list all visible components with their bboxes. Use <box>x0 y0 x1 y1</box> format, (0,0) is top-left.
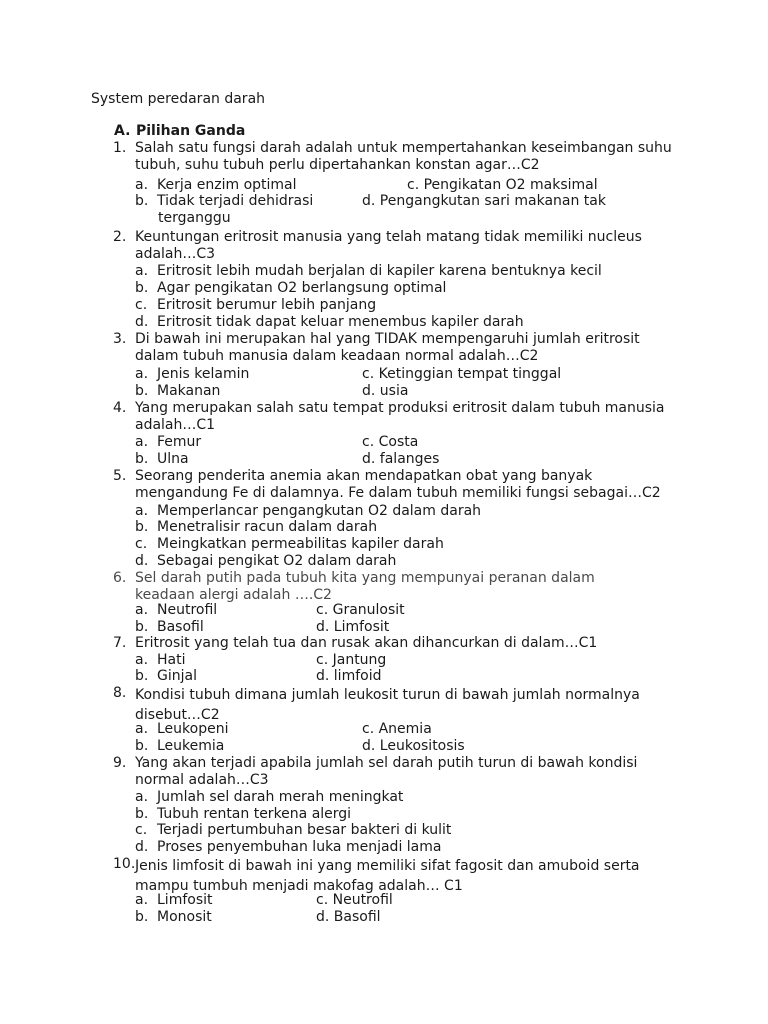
option-letter: c. <box>135 536 148 552</box>
option-text: Leukositosis <box>379 738 465 754</box>
option-c <box>316 602 405 619</box>
option-a <box>135 366 249 383</box>
question-number: 3. <box>113 331 127 347</box>
option-letter: a. <box>135 434 149 450</box>
option-letter: d. <box>316 619 330 635</box>
question-text-cont: normal adalah…C3 <box>135 772 269 788</box>
section-heading <box>114 123 245 139</box>
option-text: Memperlancar pengangkutan O2 dalam darah <box>157 503 482 519</box>
question-4 <box>113 400 673 434</box>
option-b <box>135 383 220 400</box>
option-a <box>135 602 217 619</box>
option-text: Jantung <box>332 652 387 668</box>
option-letter: a. <box>135 892 149 908</box>
option-letter: d. <box>362 383 376 399</box>
option-letter: d. <box>362 451 376 467</box>
option-text: Ketinggian tempat tinggal <box>378 366 562 382</box>
option-text: Proses penyembuhan luka menjadi lama <box>157 839 442 855</box>
option-d <box>362 383 408 400</box>
option-text: Limfosit <box>157 892 213 908</box>
question-number: 10. <box>113 856 136 872</box>
option-text: Basofil <box>157 619 204 635</box>
question-text-cont: mampu tumbuh menjadi makofag adalah… C1 <box>135 878 463 894</box>
option-b <box>135 519 377 536</box>
option-letter: b. <box>135 519 149 535</box>
question-number: 2. <box>113 229 127 245</box>
section-letter: A. <box>114 123 131 139</box>
option-letter: d. <box>135 839 149 855</box>
option-text-wrap: terganggu <box>158 210 231 226</box>
option-c <box>362 434 418 451</box>
option-text: Eritrosit lebih mudah berjalan di kapiler karena bentuknya kecil <box>157 263 602 279</box>
option-letter: b. <box>135 383 149 399</box>
question-3 <box>113 331 673 365</box>
question-text-cont: disebut…C2 <box>135 707 220 723</box>
question-text: Eritrosit yang telah tua dan rusak akan dihancurkan di dalam…C1 <box>135 635 598 651</box>
question-text: Seorang penderita anemia akan mendapatkan obat yang banyak <box>135 468 593 484</box>
option-a <box>135 892 213 909</box>
option-text: Neutrofil <box>332 892 393 908</box>
question-7 <box>113 635 673 652</box>
option-letter: d. <box>316 668 330 684</box>
option-letter: d. <box>135 553 149 569</box>
question-text-cont: keadaan alergi adalah ….C2 <box>135 587 332 603</box>
option-text: Eritrosit berumur lebih panjang <box>157 297 377 313</box>
option-text: Hati <box>157 652 186 668</box>
option-a <box>135 263 602 280</box>
question-text: Kondisi tubuh dimana jumlah leukosit turun di bawah jumlah normalnya <box>135 687 640 703</box>
option-letter: b. <box>135 738 149 754</box>
option-letter: a. <box>135 503 149 519</box>
question-1 <box>113 140 673 174</box>
option-text: Pengikatan O2 maksimal <box>423 177 598 193</box>
option-d <box>362 738 465 755</box>
option-letter: a. <box>135 263 149 279</box>
question-8 <box>113 685 673 725</box>
option-text: Neutrofil <box>157 602 218 618</box>
question-number: 1. <box>113 140 127 156</box>
option-c <box>316 892 393 909</box>
option-letter: c. <box>362 366 375 382</box>
question-text-cont: adalah…C3 <box>135 246 216 262</box>
option-text: usia <box>379 383 409 399</box>
option-text: Terjadi pertumbuhan besar bakteri di kulit <box>157 822 452 838</box>
option-text: Leukopeni <box>157 721 229 737</box>
option-letter: c. <box>362 434 375 450</box>
option-d <box>362 451 439 468</box>
option-text: Jenis kelamin <box>157 366 250 382</box>
option-a <box>135 434 201 451</box>
document-title: System peredaran darah <box>91 91 266 107</box>
option-text: Tubuh rentan terkena alergi <box>157 806 352 822</box>
question-text-cont: dalam tubuh manusia dalam keadaan normal adalah…C2 <box>135 348 539 364</box>
option-letter: b. <box>135 619 149 635</box>
option-text: Leukemia <box>157 738 225 754</box>
option-text: Ulna <box>157 451 189 467</box>
question-text: Yang akan terjadi apabila jumlah sel darah putih turun di bawah kondisi <box>135 755 638 771</box>
option-b <box>135 619 204 636</box>
option-letter: a. <box>135 602 149 618</box>
option-text: Anemia <box>378 721 432 737</box>
question-2 <box>113 229 673 263</box>
option-letter: b. <box>135 909 149 925</box>
option-text: Jumlah sel darah merah meningkat <box>157 789 404 805</box>
question-text: Sel darah putih pada tubuh kita yang mempunyai peranan dalam <box>135 570 595 586</box>
option-d <box>135 839 441 856</box>
option-text: Costa <box>378 434 419 450</box>
option-text: Limfosit <box>333 619 390 635</box>
question-6 <box>113 570 673 604</box>
option-b <box>135 451 189 468</box>
question-text-cont: mengandung Fe di dalamnya. Fe dalam tubuh memiliki fungsi sebagai…C2 <box>135 485 661 501</box>
option-text: limfoid <box>333 668 382 684</box>
option-a <box>135 652 186 669</box>
question-number: 5. <box>113 468 127 484</box>
option-b <box>135 668 197 685</box>
question-9 <box>113 755 673 789</box>
option-b <box>135 193 313 210</box>
option-letter: a. <box>135 652 149 668</box>
option-d <box>316 668 381 685</box>
option-c <box>362 366 561 383</box>
option-letter: c. <box>316 652 329 668</box>
option-text: Basofil <box>333 909 381 925</box>
question-text: Jenis limfosit di bawah ini yang memiliki sifat fagosit dan amuboid serta <box>135 858 640 874</box>
question-number: 7. <box>113 635 127 651</box>
option-text: Pengangkutan sari makanan tak <box>379 193 606 209</box>
question-number: 6. <box>113 570 127 586</box>
option-letter: b. <box>135 806 149 822</box>
option-b <box>135 806 351 823</box>
option-c <box>407 177 598 194</box>
option-a <box>135 721 228 738</box>
option-text: Tidak terjadi dehidrasi <box>157 193 314 209</box>
option-text: Meingkatkan permeabilitas kapiler darah <box>157 536 444 552</box>
option-b <box>135 280 446 297</box>
option-letter: d. <box>362 193 376 209</box>
question-number: 8. <box>113 685 127 701</box>
question-10 <box>113 856 673 896</box>
option-a <box>135 177 297 194</box>
option-letter: c. <box>135 822 148 838</box>
question-number: 4. <box>113 400 127 416</box>
option-d <box>135 553 396 570</box>
option-c <box>316 652 386 669</box>
option-letter: d. <box>316 909 330 925</box>
question-5 <box>113 468 673 502</box>
option-c <box>135 536 444 553</box>
question-text-cont: adalah…C1 <box>135 417 216 433</box>
option-text: Makanan <box>157 383 221 399</box>
option-d <box>316 619 389 636</box>
option-c <box>362 721 432 738</box>
option-letter: c. <box>407 177 420 193</box>
option-letter: a. <box>135 789 149 805</box>
option-letter: c. <box>316 602 329 618</box>
option-text: Monosit <box>157 909 212 925</box>
option-text: falanges <box>379 451 440 467</box>
option-c <box>135 297 376 314</box>
option-letter: a. <box>135 721 149 737</box>
option-a <box>135 503 481 520</box>
option-text: Granulosit <box>332 602 405 618</box>
option-text: Kerja enzim optimal <box>157 177 297 193</box>
option-d <box>135 314 524 331</box>
option-text: Femur <box>157 434 202 450</box>
option-letter: b. <box>135 451 149 467</box>
option-letter: b. <box>135 280 149 296</box>
question-number: 9. <box>113 755 127 771</box>
section-label: Pilihan Ganda <box>136 123 246 139</box>
option-letter: d. <box>135 314 149 330</box>
option-text: Eritrosit tidak dapat keluar menembus kapiler darah <box>157 314 524 330</box>
option-c <box>135 822 451 839</box>
option-text: Ginjal <box>157 668 197 684</box>
question-text: Keuntungan eritrosit manusia yang telah matang tidak memiliki nucleus <box>135 229 642 245</box>
option-b <box>135 909 212 926</box>
option-a <box>135 789 403 806</box>
question-text: Salah satu fungsi darah adalah untuk mempertahankan keseimbangan suhu <box>135 140 672 156</box>
option-letter: c. <box>362 721 375 737</box>
option-letter: b. <box>135 193 149 209</box>
option-b <box>135 738 224 755</box>
option-d <box>316 909 381 926</box>
option-text: Menetralisir racun dalam darah <box>157 519 378 535</box>
option-letter: c. <box>316 892 329 908</box>
option-letter: a. <box>135 366 149 382</box>
option-letter: b. <box>135 668 149 684</box>
option-text: Agar pengikatan O2 berlangsung optimal <box>157 280 447 296</box>
question-text: Yang merupakan salah satu tempat produksi eritrosit dalam tubuh manusia <box>135 400 665 416</box>
option-text: Sebagai pengikat O2 dalam darah <box>157 553 397 569</box>
option-letter: a. <box>135 177 149 193</box>
option-letter: c. <box>135 297 148 313</box>
question-text: Di bawah ini merupakan hal yang TIDAK mempengaruhi jumlah eritrosit <box>135 331 640 347</box>
option-letter: d. <box>362 738 376 754</box>
question-text-cont: tubuh, suhu tubuh perlu dipertahankan konstan agar…C2 <box>135 157 540 173</box>
